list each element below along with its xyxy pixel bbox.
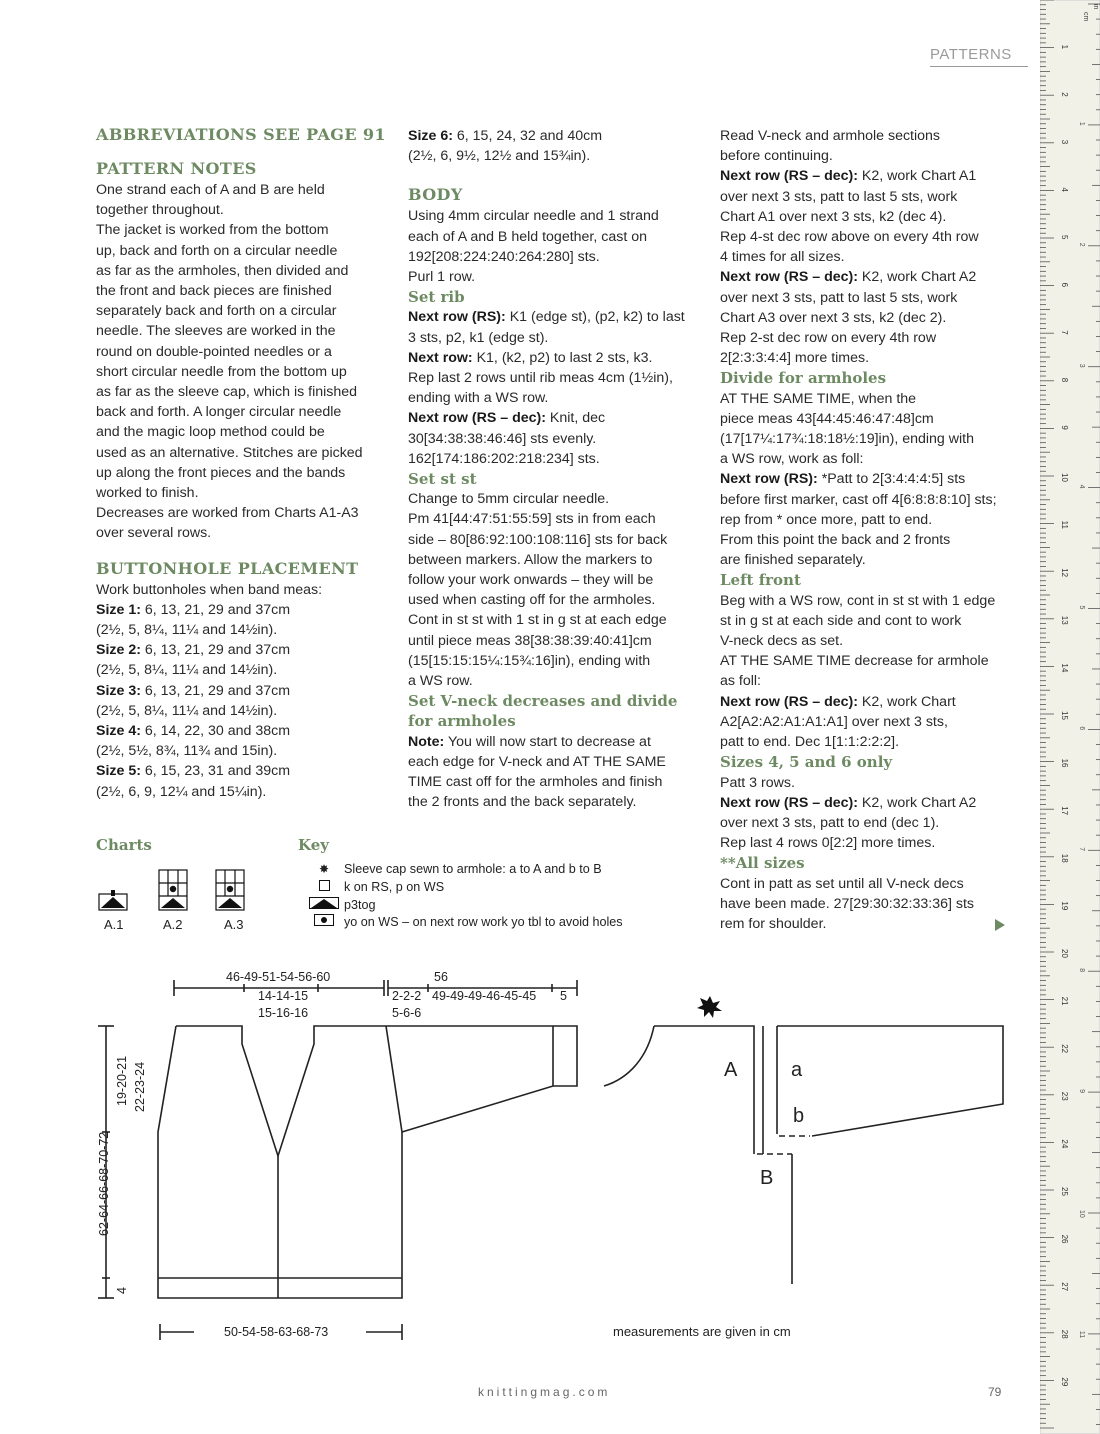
pattern-notes-heading: PATTERN NOTES bbox=[96, 159, 257, 178]
text-line: The jacket is worked from the bottom bbox=[96, 222, 329, 239]
ruler-cm-number: 15 bbox=[1060, 711, 1069, 720]
size-4-inches: (2½, 5½, 8¾, 11¾ and 15in). bbox=[96, 743, 278, 760]
text-line: separately back and forth on a circular bbox=[96, 303, 337, 320]
text-line: 192[208:224:240:264:280] sts. bbox=[408, 248, 600, 265]
text-line: together throughout. bbox=[96, 202, 224, 219]
text-line: rem for shoulder. bbox=[720, 915, 827, 932]
ruler-inch-number: 9 bbox=[1078, 1089, 1085, 1094]
star-icon: ✸ bbox=[318, 862, 330, 876]
text-line: Using 4mm circular needle and 1 strand bbox=[408, 208, 659, 225]
text-line: short circular needle from the bottom up bbox=[96, 363, 347, 380]
text-line: Chart A3 over next 3 sts, k2 (dec 2). bbox=[720, 309, 947, 326]
text-line: AT THE SAME TIME decrease for armhole bbox=[720, 653, 989, 670]
ruler-cm-number: 3 bbox=[1060, 139, 1069, 145]
text-line: have been made. 27[29:30:32:33:36] sts bbox=[720, 895, 974, 912]
pattern-notes-text bbox=[96, 180, 386, 544]
text-line: Next row: K1, (k2, p2) to last 2 sts, k3. bbox=[408, 349, 653, 366]
page-number: 79 bbox=[988, 1385, 1002, 1399]
footer-website: knittingmag.com bbox=[478, 1385, 611, 1399]
ruler-inch-number: 3 bbox=[1078, 363, 1085, 368]
text-line: each edge for V-neck and AT THE SAME bbox=[408, 753, 666, 770]
chart-a2 bbox=[159, 870, 187, 910]
text-line: each of A and B held together, cast on bbox=[408, 228, 648, 245]
text-line: Beg with a WS row, cont in st st with 1 edge bbox=[720, 592, 996, 609]
key-item: k on RS, p on WS bbox=[304, 879, 623, 897]
text-line: AT THE SAME TIME, when the bbox=[720, 390, 917, 407]
text-line: Next row (RS): *Patt to 2[3:4:4:4:5] sts bbox=[720, 471, 966, 488]
ruler-cm-number: 12 bbox=[1060, 568, 1069, 578]
set-rib-heading: Set rib bbox=[408, 288, 465, 307]
text-line: up along the front pieces and the bands bbox=[96, 464, 346, 481]
section-header: PATTERNS bbox=[930, 46, 1028, 67]
ruler-cm-number: 11 bbox=[1060, 520, 1069, 529]
text-line: Decreases are worked from Charts A1-A3 bbox=[96, 505, 359, 522]
text-line: as far as the armholes, then divided and bbox=[96, 262, 349, 279]
text-line: before continuing. bbox=[720, 148, 833, 165]
text-line: st in g st at each side and cont to work bbox=[720, 612, 962, 629]
ruler-cm-number: 1 bbox=[1060, 44, 1069, 50]
yarn-over-icon bbox=[304, 914, 344, 932]
text-line: back and forth. A longer circular needle bbox=[96, 404, 342, 421]
measuring-ruler bbox=[1040, 0, 1100, 1434]
ruler-cm-number: 25 bbox=[1060, 1187, 1069, 1196]
text-line: A2[A2:A2:A1:A1:A1] over next 3 sts, bbox=[720, 713, 948, 730]
ruler-cm-number: 10 bbox=[1060, 473, 1069, 482]
text-line: Note: You will now start to decrease at bbox=[408, 733, 651, 750]
ruler-inch-number: 10 bbox=[1078, 1210, 1085, 1218]
text-line: between markers. Allow the markers to bbox=[408, 551, 653, 568]
text-line: Cont in patt as set until all V-neck decs bbox=[720, 875, 964, 892]
ruler-cm-number: 19 bbox=[1060, 901, 1069, 911]
ruler-inch-number: 6 bbox=[1078, 726, 1085, 731]
text-line: the 2 fronts and the back separately. bbox=[408, 794, 637, 811]
ruler-inch-number: 4 bbox=[1078, 484, 1085, 489]
text-line: From this point the back and 2 fronts bbox=[720, 532, 951, 549]
ruler-inch-number: 1 bbox=[1078, 121, 1085, 126]
sleeve-c-label: 5 bbox=[560, 989, 567, 1003]
text-line: before first marker, cast off 4[6:8:8:8:10] sts; bbox=[720, 491, 997, 508]
ruler-cm-number: 8 bbox=[1060, 377, 1069, 383]
chart-label-a3: A.3 bbox=[224, 917, 244, 932]
text-line: (15[15:15:15¼:15¾:16]in), ending with bbox=[408, 652, 651, 669]
text-line: (17[17¼:17¾:18:18½:19]in), ending with bbox=[720, 431, 974, 448]
chart-label-a1: A.1 bbox=[104, 917, 124, 932]
rib-label: 4 bbox=[115, 1287, 129, 1294]
sleeve-a2-label: 5-6-6 bbox=[392, 1006, 422, 1020]
text-line: Next row (RS – dec): K2, work Chart A2 bbox=[720, 269, 977, 286]
text-line: worked to finish. bbox=[96, 485, 199, 502]
ruler-cm-number: 20 bbox=[1060, 949, 1069, 958]
shoulder-label-1: 14-14-15 bbox=[258, 989, 309, 1003]
key-list bbox=[304, 861, 623, 932]
key-item: ✸ Sleeve cap sewn to armhole: a to A and b to B bbox=[304, 861, 623, 879]
text-line: the front and back pieces are finished bbox=[96, 283, 332, 300]
ruler-cm-number: 4 bbox=[1060, 187, 1069, 192]
text-line: Purl 1 row. bbox=[408, 269, 476, 286]
size-6-line: Size 6: 6, 15, 24, 32 and 40cm bbox=[408, 128, 603, 144]
text-line: over next 3 sts, patt to last 5 sts, work bbox=[720, 188, 958, 205]
chart-a1 bbox=[99, 890, 127, 910]
size-1-inches: (2½, 5, 8¼, 11¼ and 14½in). bbox=[96, 622, 278, 639]
sleeve-a1-label: 2-2-2 bbox=[392, 989, 422, 1003]
size-4-line: Size 4: 6, 14, 22, 30 and 38cm bbox=[96, 723, 291, 740]
column-2 bbox=[408, 126, 708, 813]
text-line: as far as the sleeve cap, which is finished bbox=[96, 384, 358, 401]
ruler-inch-number: 8 bbox=[1078, 968, 1085, 973]
text-line: 3 sts, p2, k1 (edge st). bbox=[408, 329, 549, 346]
text-line: over several rows. bbox=[96, 525, 212, 542]
ruler-cm-number: 29 bbox=[1060, 1377, 1069, 1387]
ruler-cm-number: 9 bbox=[1060, 425, 1069, 430]
text-line: Rep 4-st dec row above on every 4th row bbox=[720, 229, 979, 246]
ruler-cm-number: 27 bbox=[1060, 1282, 1069, 1292]
set-st-st-heading: Set st st bbox=[408, 470, 477, 489]
sleeve-cap-star-icon bbox=[697, 996, 722, 1018]
size-3-inches: (2½, 5, 8¼, 11¼ and 14½in). bbox=[96, 702, 278, 719]
left-front-heading: Left front bbox=[720, 571, 801, 590]
text-line: patt to end. Dec 1[1:1:2:2:2]. bbox=[720, 734, 900, 751]
continue-arrow-icon bbox=[994, 918, 1006, 932]
ruler-cm-number: 24 bbox=[1060, 1139, 1069, 1149]
ruler-cm-number: 28 bbox=[1060, 1329, 1069, 1339]
column-1 bbox=[96, 124, 386, 802]
text-line: round on double-pointed needles or a bbox=[96, 343, 332, 360]
sleeve-b-label: 49-49-49-46-45-45 bbox=[432, 989, 537, 1003]
ruler-cm-number: 22 bbox=[1060, 1044, 1069, 1054]
text-line: over next 3 sts, patt to last 5 sts, work bbox=[720, 289, 958, 306]
armhole-label-2: 22-23-24 bbox=[133, 1061, 147, 1112]
text-line: and the magic loop method could be bbox=[96, 424, 325, 441]
text-line: One strand each of A and B are held bbox=[96, 182, 325, 198]
text-line: 4 times for all sizes. bbox=[720, 249, 845, 266]
ruler-inch-number: 2 bbox=[1078, 242, 1085, 247]
shoulder-label-2: 15-16-16 bbox=[258, 1006, 309, 1020]
top-width-label: 46-49-51-54-56-60 bbox=[226, 970, 331, 984]
length-label: 62-64-66-68-70-72 bbox=[97, 1131, 111, 1236]
ruler-inch-number: 7 bbox=[1078, 847, 1085, 852]
chart-label-a2: A.2 bbox=[163, 917, 183, 932]
text-line: until piece meas 38[38:38:39:40:41]cm bbox=[408, 632, 652, 649]
text-line: TIME cast off for the armholes and finish bbox=[408, 774, 663, 791]
ruler-cm-number: 14 bbox=[1060, 663, 1069, 673]
ruler-cm-number: 23 bbox=[1060, 1091, 1069, 1101]
ruler-cm-number: 2 bbox=[1060, 92, 1069, 97]
ruler-cm-number: 13 bbox=[1060, 615, 1069, 625]
text-line: needle. The sleeves are worked in the bbox=[96, 323, 336, 340]
empty-square-icon bbox=[304, 879, 344, 897]
ruler-in-label: in bbox=[1092, 4, 1099, 10]
charts-heading: Charts bbox=[96, 836, 152, 854]
text-line: Pm 41[44:47:51:55:59] sts in from each bbox=[408, 511, 656, 528]
ruler-inch-number: 11 bbox=[1078, 1330, 1085, 1339]
text-line: 30[34:38:38:46:46] sts evenly. bbox=[408, 430, 597, 447]
size-1-line: Size 1: 6, 13, 21, 29 and 37cm bbox=[96, 601, 291, 618]
text-line: piece meas 43[44:45:46:47:48]cm bbox=[720, 410, 934, 427]
text-line: Rep last 4 rows 0[2:2] more times. bbox=[720, 835, 936, 852]
buttonhole-heading: BUTTONHOLE PLACEMENT bbox=[96, 558, 359, 578]
buttonhole-intro: Work buttonholes when band meas: bbox=[96, 581, 323, 598]
ruler-cm-number: 5 bbox=[1060, 235, 1069, 240]
text-line: Change to 5mm circular needle. bbox=[408, 491, 610, 508]
size-2-inches: (2½, 5, 8¼, 11¼ and 14½in). bbox=[96, 662, 278, 679]
text-line: 2[2:3:3:4:4] more times. bbox=[720, 350, 870, 367]
key-item: p3tog bbox=[304, 897, 623, 915]
p3tog-icon bbox=[304, 897, 344, 915]
text-line: Patt 3 rows. bbox=[720, 774, 795, 791]
text-line: rep from * once more, patt to end. bbox=[720, 511, 933, 528]
text-line: Next row (RS – dec): K2, work Chart bbox=[720, 693, 956, 710]
body-heading: BODY bbox=[408, 185, 463, 205]
text-line: Chart A1 over next 3 sts, k2 (dec 4). bbox=[720, 208, 947, 225]
text-line: Rep 2-st dec row on every 4th row bbox=[720, 330, 937, 347]
size-3-line: Size 3: 6, 13, 21, 29 and 37cm bbox=[96, 682, 291, 699]
key-heading: Key bbox=[298, 836, 329, 854]
vneck-heading: Set V-neck decreases and divide bbox=[408, 692, 678, 711]
text-line: ending with a WS row. bbox=[408, 390, 549, 407]
text-line: over next 3 sts, patt to end (dec 1). bbox=[720, 814, 940, 831]
ruler-cm-label: cm bbox=[1082, 12, 1089, 22]
text-line: used when casting off for the armholes. bbox=[408, 592, 656, 609]
ruler-cm-number: 7 bbox=[1060, 330, 1069, 335]
armhole-label-1: 19-20-21 bbox=[115, 1055, 129, 1106]
column-3 bbox=[720, 126, 1020, 934]
text-line: up, back and forth on a circular needle bbox=[96, 242, 338, 259]
label-a: a bbox=[791, 1059, 803, 1081]
ruler-cm-number: 6 bbox=[1060, 282, 1069, 288]
text-line: Next row (RS – dec): K2, work Chart A1 bbox=[720, 168, 977, 185]
text-line: follow your work onwards – they will be bbox=[408, 572, 654, 589]
abbreviations-heading: ABBREVIATIONS SEE PAGE 91 bbox=[96, 125, 386, 144]
ruler-cm-number: 26 bbox=[1060, 1234, 1069, 1244]
ruler-cm-number: 16 bbox=[1060, 758, 1069, 768]
text-line: 162[174:186:202:218:234] sts. bbox=[408, 450, 600, 467]
key-item: yo on WS – on next row work yo tbl to avoid holes bbox=[304, 914, 623, 932]
size-2-line: Size 2: 6, 13, 21, 29 and 37cm bbox=[96, 642, 291, 659]
vneck-heading-cont: for armholes bbox=[408, 712, 516, 731]
text-line: V-neck decs as set. bbox=[720, 633, 844, 650]
text-line: side – 80[86:92:100:108:116] sts for back bbox=[408, 531, 668, 548]
text-line: are finished separately. bbox=[720, 552, 866, 569]
text-line: used as an alternative. Stitches are picked bbox=[96, 444, 363, 461]
text-line: Read V-neck and armhole sections bbox=[720, 128, 941, 144]
text-line: Rep last 2 rows until rib meas 4cm (1½in), bbox=[408, 370, 673, 387]
text-line: Cont in st st with 1 st in g st at each edge bbox=[408, 612, 667, 629]
text-line: Next row (RS – dec): K2, work Chart A2 bbox=[720, 794, 977, 811]
label-b: b bbox=[793, 1105, 805, 1127]
ruler-cm-number: 21 bbox=[1060, 996, 1069, 1006]
bottom-width-label: 50-54-58-63-68-73 bbox=[224, 1325, 329, 1339]
label-A: A bbox=[724, 1059, 738, 1081]
sleeve-total-label: 56 bbox=[434, 970, 448, 984]
garment-schematic bbox=[0, 960, 1040, 1350]
size-5-inches: (2½, 6, 9, 12¼ and 15¼in). bbox=[96, 783, 267, 800]
text-line: a WS row, work as foll: bbox=[720, 451, 864, 468]
size-5-line: Size 5: 6, 15, 23, 31 and 39cm bbox=[96, 763, 291, 780]
label-B: B bbox=[760, 1167, 774, 1189]
text-line: Next row (RS): K1 (edge st), (p2, k2) to last bbox=[408, 309, 685, 326]
text-line: Next row (RS – dec): Knit, dec bbox=[408, 410, 606, 427]
ruler-cm-number: 17 bbox=[1060, 806, 1069, 816]
text-line: a WS row. bbox=[408, 673, 473, 690]
chart-a3 bbox=[216, 870, 244, 910]
ruler-inch-number: 5 bbox=[1078, 605, 1085, 610]
ruler-cm-number: 18 bbox=[1060, 853, 1069, 863]
sizes-456-heading: Sizes 4, 5 and 6 only bbox=[720, 753, 893, 772]
measurement-note: measurements are given in cm bbox=[613, 1324, 791, 1339]
all-sizes-heading: **All sizes bbox=[720, 854, 805, 873]
size-6-inches: (2½, 6, 9½, 12½ and 15¾in). bbox=[408, 148, 591, 165]
armholes-heading: Divide for armholes bbox=[720, 369, 887, 388]
text-line: as foll: bbox=[720, 673, 762, 690]
